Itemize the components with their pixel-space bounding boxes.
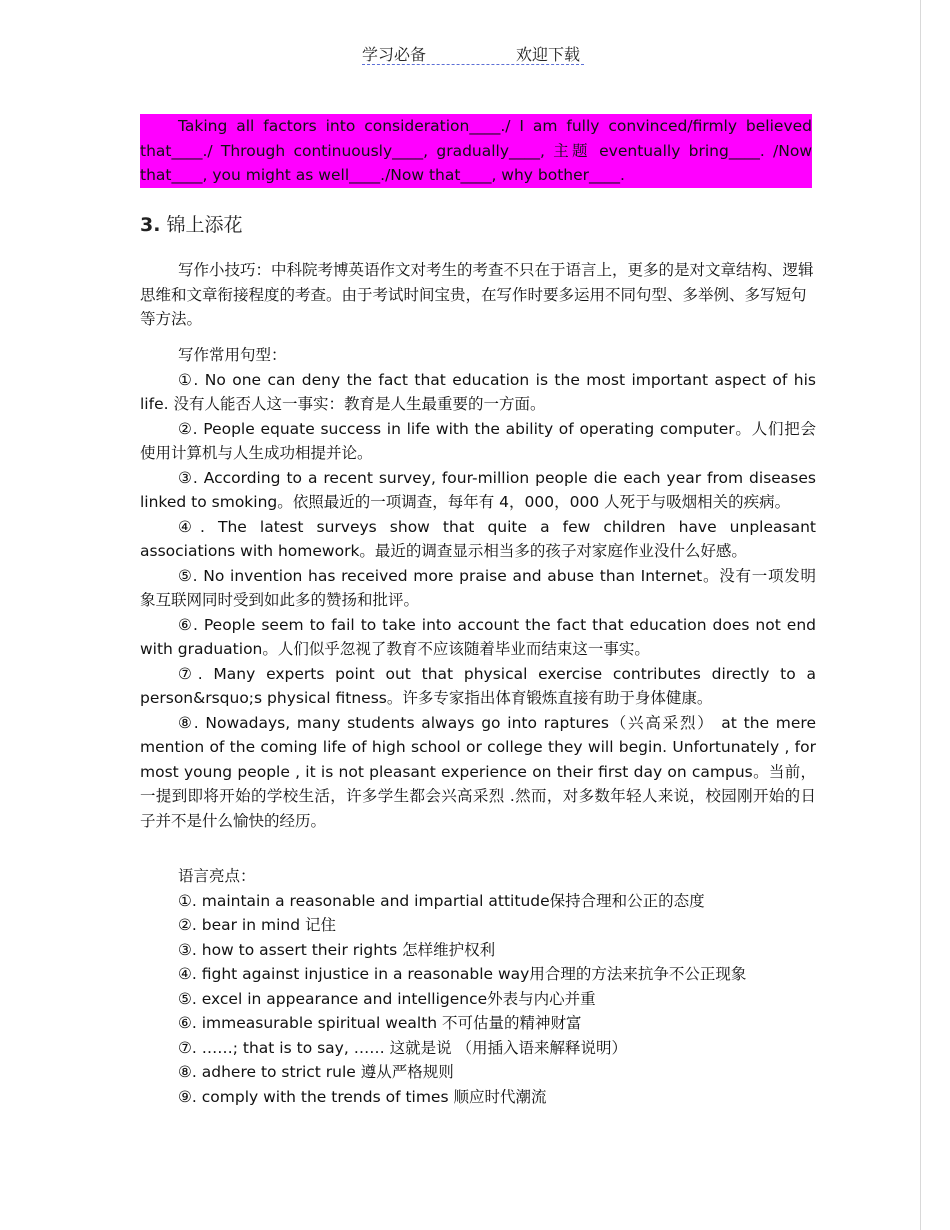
section-heading [140,210,242,237]
sentence-item: ⑥. People seem to fail to take into account the fact that education does not end with graduation。人们似乎忽视了教育不应该随着毕业而结束这一事实。 [140,615,816,658]
language-point-item: ⑦. ……; that is to say, …… 这就是说 （用插入语来解释说明） [178,1038,628,1057]
language-point-item: ⑧. adhere to strict rule 遵从严格规则 [178,1063,454,1081]
language-point-item: ⑤. excel in appearance and intelligence外表与内心并重 [178,989,596,1008]
section-number: 3. [140,214,161,236]
section-title-text: 锦上添花 [166,214,243,236]
sentence-item: ⑧. Nowadays, many students always go into raptures（兴高采烈） at the mere mention of the coming life of high school or college they will begin. Unfortunately , for most young people , it is not pleasant experience on their first day on campus。当前，一提到即将开始的学校生活，许多学生都会兴高采烈 .然而，对多数年轻人来说，校园刚开始的日子并不是什么愉快的经历。 [140,713,816,830]
language-points-label: 语言亮点： [178,867,256,885]
sentence-item: ①. No one can deny the fact that education is the most important aspect of his life. 没有人能否人这一事实：教育是人生最重要的一方面。 [140,370,816,413]
highlighted-template-paragraph: Taking all factors into consideration____./ I am fully convinced/firmly believed that____./ Through continuously____, gradually____, 主题 eventually bring____. /Now that____, you might as well____./Now that____, why bother____. [140,114,812,188]
language-point-item: ④. fight against injustice in a reasonable way用合理的方法来抗争不公正现象 [178,965,747,983]
language-point-item: ⑥. immeasurable spiritual wealth 不可估量的精神财富 [178,1014,582,1032]
common-sentences-block [140,343,816,833]
page-header [362,40,584,65]
sentence-item: ③. According to a recent survey, four-million people die each year from diseases linked to smoking。依照最近的一项调查，每年有 4，000，000 人死于与吸烟相关的疾病。 [140,468,816,511]
language-point-item: ①. maintain a reasonable and impartial attitude保持合理和公正的态度 [178,891,705,910]
sentence-item: ②. People equate success in life with the ability of operating computer。人们把会使用计算机与人生成功相提并论。 [140,419,816,462]
language-points-block [140,864,816,1109]
writing-tips-paragraph: 写作小技巧：中科院考博英语作文对考生的考查不只在于语言上，更多的是对文章结构、逻辑思维和文章衔接程度的考查。由于考试时间宝贵，在写作时要多运用不同句型、多举例、多写短句等方法。 [140,261,814,328]
sentence-item: ⑤. No invention has received more praise and abuse than Internet。没有一项发明象互联网同时受到如此多的赞扬和批评。 [140,566,816,609]
language-point-item: ③. how to assert their rights 怎样维护权利 [178,940,496,959]
common-sentences-label: 写作常用句型： [178,346,287,364]
header-right-text: 欢迎下载 [515,45,580,64]
language-point-item: ⑨. comply with the trends of times 顺应时代潮流 [178,1087,547,1106]
header-left-text: 学习必备 [362,45,427,64]
sentence-item: ⑦. Many experts point out that physical exercise contributes directly to a person&rsquo;s physical fitness。许多专家指出体育锻炼直接有助于身体健康。 [140,664,816,707]
sentence-item: ④. The latest surveys show that quite a few children have unpleasant associations with homework。最近的调查显示相当多的孩子对家庭作业没什么好感。 [140,517,816,560]
page-edge-line [920,0,921,1230]
language-point-item: ②. bear in mind 记住 [178,916,336,934]
